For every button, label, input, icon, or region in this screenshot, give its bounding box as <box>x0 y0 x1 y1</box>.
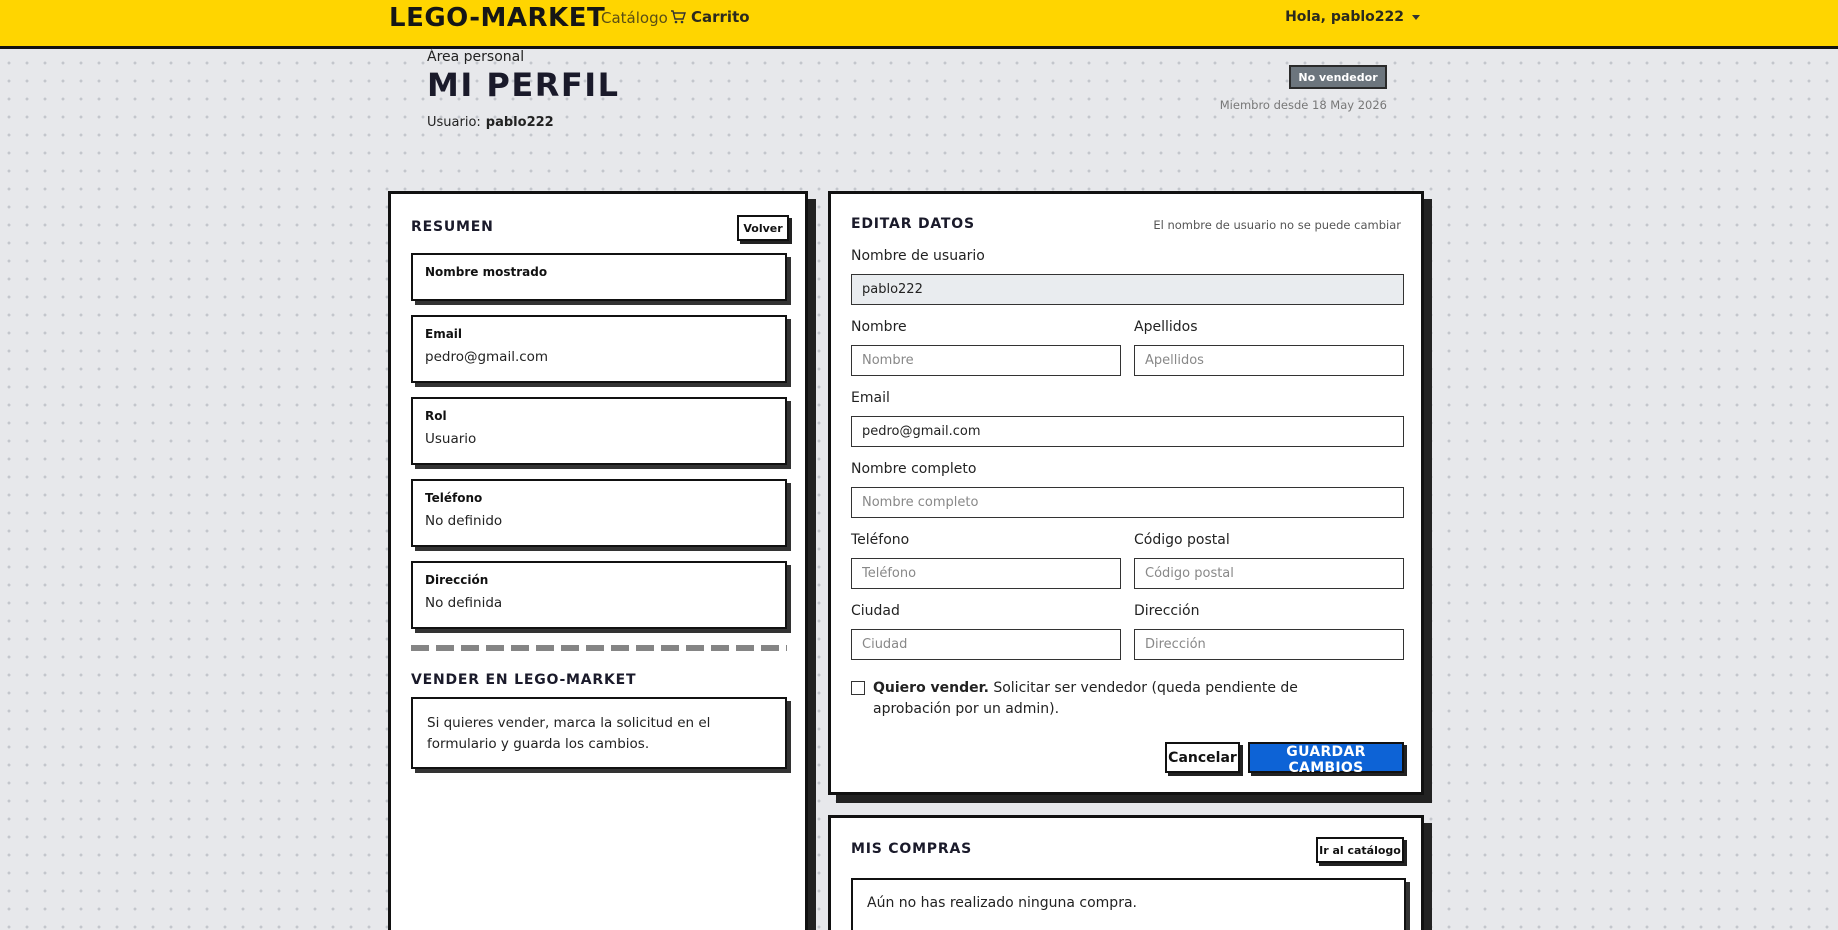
seller-request-text: Solicitar ser vendedor (queda pendiente de aprobación por un admin). <box>873 680 1298 717</box>
summary-item-address <box>411 561 787 629</box>
full-name-label: Nombre completo <box>851 461 977 477</box>
summary-item-label: Rol <box>425 409 447 423</box>
summary-item-label: Nombre mostrado <box>425 265 548 279</box>
city-label: Ciudad <box>851 603 900 619</box>
summary-item-phone <box>411 479 787 547</box>
summary-item-email <box>411 315 787 383</box>
orders-card <box>828 815 1424 930</box>
orders-title: MIS COMPRAS <box>851 841 972 857</box>
seller-request-checkbox[interactable] <box>851 681 865 695</box>
username-note: El nombre de usuario no se puede cambiar <box>1153 218 1401 232</box>
summary-item-value: pedro@gmail.com <box>425 349 549 365</box>
user-menu-label: Hola, pablo222 <box>1285 9 1404 25</box>
dashed-divider <box>411 645 787 651</box>
summary-item-label: Email <box>425 327 463 341</box>
phone-label: Teléfono <box>851 532 910 548</box>
summary-item-display-name <box>411 253 787 301</box>
summary-item-value: Usuario <box>425 431 477 447</box>
cart-icon <box>670 9 686 25</box>
username-line <box>427 115 554 130</box>
top-navbar <box>0 0 1838 49</box>
summary-title: RESUMEN <box>411 219 494 235</box>
username-prefix: Usuario: <box>427 115 481 130</box>
first-name-input[interactable] <box>851 345 1121 376</box>
postal-code-label: Código postal <box>1134 532 1230 548</box>
page-title: MI PERFIL <box>427 66 620 104</box>
status-badge: No vendedor <box>1289 65 1387 89</box>
edit-title: EDITAR DATOS <box>851 216 975 232</box>
summary-card <box>388 191 808 930</box>
full-name-input[interactable] <box>851 487 1404 518</box>
nav-cart-link[interactable] <box>670 8 750 26</box>
save-button[interactable]: GUARDAR CAMBIOS <box>1248 742 1404 773</box>
edit-profile-card <box>828 191 1424 795</box>
seller-request-bold: Quiero vender. <box>873 680 989 696</box>
email-label: Email <box>851 390 890 406</box>
go-to-catalog-button[interactable]: Ir al catálogo <box>1316 837 1404 863</box>
username-field[interactable] <box>851 274 1404 305</box>
seller-request-label[interactable] <box>873 678 1373 720</box>
sell-info-box: Si quieres vender, marca la solicitud en el formulario y guarda los cambios. <box>411 697 787 769</box>
nav-catalog-link[interactable]: Catálogo <box>601 9 668 27</box>
member-since: Miembro desde 18 May 2026 <box>1219 98 1387 112</box>
email-field[interactable] <box>851 416 1404 447</box>
username-label: Nombre de usuario <box>851 248 985 264</box>
summary-item-role <box>411 397 787 465</box>
back-button[interactable]: Volver <box>737 215 789 241</box>
area-label: Área personal <box>427 49 525 65</box>
first-name-label: Nombre <box>851 319 907 335</box>
brand-logo[interactable]: LEGO-MARKET <box>389 3 606 33</box>
orders-empty-message: Aún no has realizado ninguna compra. <box>851 878 1406 930</box>
city-input[interactable] <box>851 629 1121 660</box>
last-name-input[interactable] <box>1134 345 1404 376</box>
summary-item-value: No definida <box>425 595 503 611</box>
cancel-button[interactable]: Cancelar <box>1165 742 1240 773</box>
phone-input[interactable] <box>851 558 1121 589</box>
summary-item-label: Dirección <box>425 573 489 587</box>
address-input[interactable] <box>1134 629 1404 660</box>
nav-cart-label: Carrito <box>691 8 750 26</box>
summary-item-label: Teléfono <box>425 491 483 505</box>
summary-item-value: No definido <box>425 513 503 529</box>
last-name-label: Apellidos <box>1134 319 1198 335</box>
chevron-down-icon <box>1412 15 1420 20</box>
username-value: pablo222 <box>485 115 554 130</box>
user-menu-dropdown[interactable] <box>1285 9 1420 25</box>
sell-section-title: VENDER EN LEGO-MARKET <box>411 672 637 688</box>
address-label: Dirección <box>1134 603 1200 619</box>
postal-code-input[interactable] <box>1134 558 1404 589</box>
